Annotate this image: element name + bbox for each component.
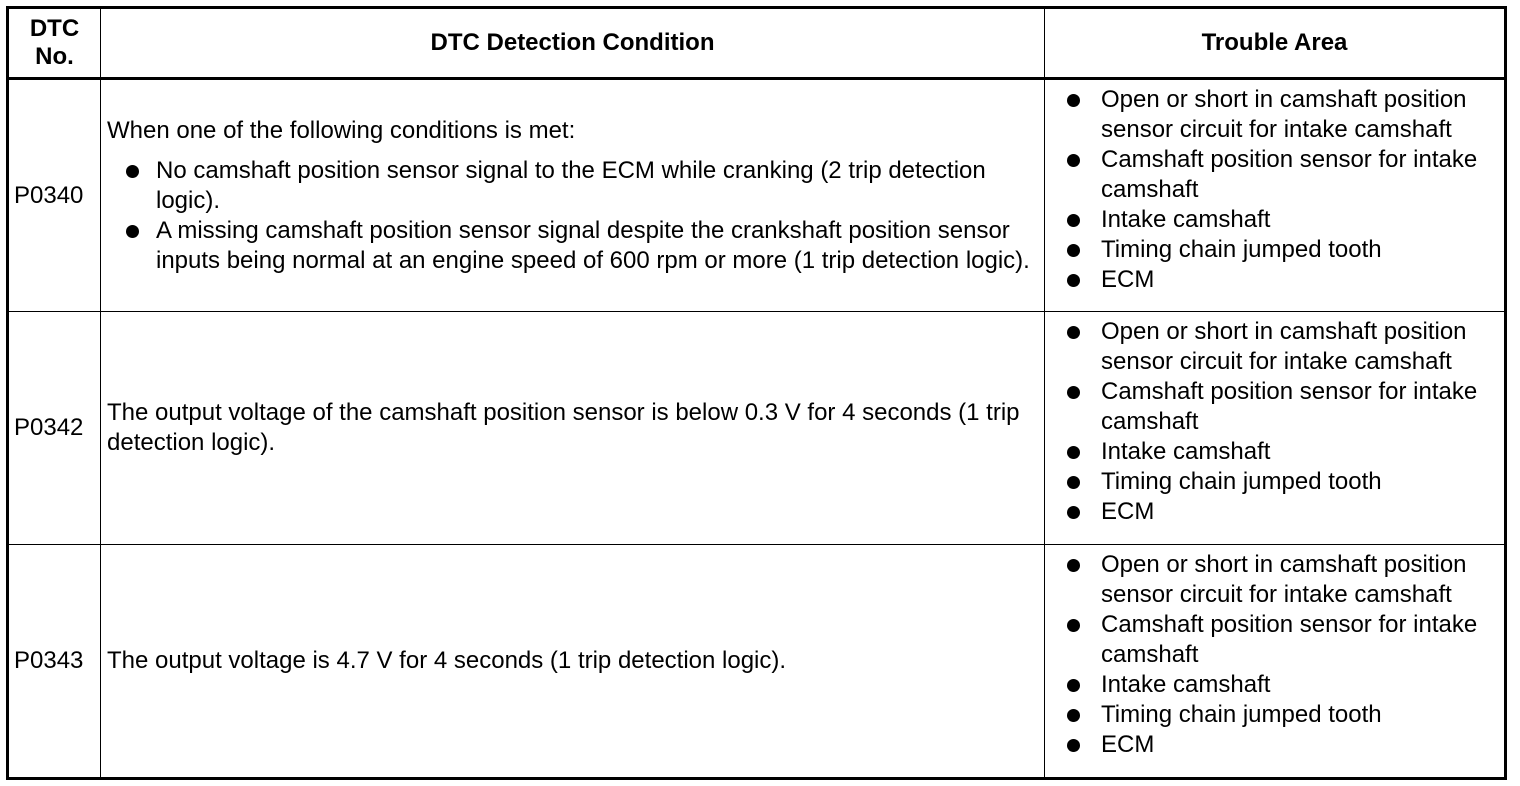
trouble-area-item: Open or short in camshaft position sensor circuit for intake camshaft	[1067, 550, 1498, 610]
table-row	[8, 79, 1506, 312]
trouble-area-item: Open or short in camshaft position sensor circuit for intake camshaft	[1067, 85, 1498, 145]
trouble-area-item: Intake camshaft	[1067, 205, 1498, 235]
trouble-area-item: ECM	[1067, 497, 1498, 527]
table-row	[8, 312, 1506, 545]
trouble-area-item: Camshaft position sensor for intake camshaft	[1067, 377, 1498, 437]
trouble-area-cell	[1045, 79, 1506, 312]
condition-list	[107, 156, 1034, 276]
trouble-area-item: Intake camshaft	[1067, 670, 1498, 700]
header-dtc-no-label: DTC No.	[29, 15, 80, 70]
trouble-area-item: Timing chain jumped tooth	[1067, 700, 1498, 730]
dtc-code-cell: P0340	[8, 79, 101, 312]
trouble-area-item: ECM	[1067, 730, 1498, 760]
trouble-area-item: ECM	[1067, 265, 1498, 295]
trouble-area-item: Intake camshaft	[1067, 437, 1498, 467]
trouble-area-item: Open or short in camshaft position sensor circuit for intake camshaft	[1067, 317, 1498, 377]
condition-item: A missing camshaft position sensor signal despite the crankshaft position sensor inputs being normal at an engine speed of 600 rpm or more (1 trip detection logic).	[107, 216, 1034, 276]
header-trouble-area: Trouble Area	[1045, 8, 1506, 79]
table-row	[8, 545, 1506, 779]
trouble-area-list	[1067, 550, 1498, 760]
header-dtc-no	[8, 8, 101, 79]
trouble-area-list	[1067, 85, 1498, 295]
trouble-area-item: Timing chain jumped tooth	[1067, 467, 1498, 497]
dtc-code-cell: P0342	[8, 312, 101, 545]
condition-item: No camshaft position sensor signal to the ECM while cranking (2 trip detection logic).	[107, 156, 1034, 216]
trouble-area-item: Timing chain jumped tooth	[1067, 235, 1498, 265]
detection-condition-cell	[101, 79, 1045, 312]
trouble-area-list	[1067, 317, 1498, 527]
trouble-area-item: Camshaft position sensor for intake camshaft	[1067, 610, 1498, 670]
condition-intro: When one of the following conditions is met:	[107, 116, 576, 144]
detection-condition-cell: The output voltage of the camshaft position sensor is below 0.3 V for 4 seconds (1 trip detection logic).	[101, 312, 1045, 545]
dtc-code-cell: P0343	[8, 545, 101, 779]
dtc-table	[6, 6, 1507, 780]
trouble-area-cell	[1045, 312, 1506, 545]
trouble-area-cell	[1045, 545, 1506, 779]
trouble-area-item: Camshaft position sensor for intake camshaft	[1067, 145, 1498, 205]
detection-condition-cell: The output voltage is 4.7 V for 4 seconds (1 trip detection logic).	[101, 545, 1045, 779]
header-detection-condition: DTC Detection Condition	[101, 8, 1045, 79]
table-header-row	[8, 8, 1506, 79]
